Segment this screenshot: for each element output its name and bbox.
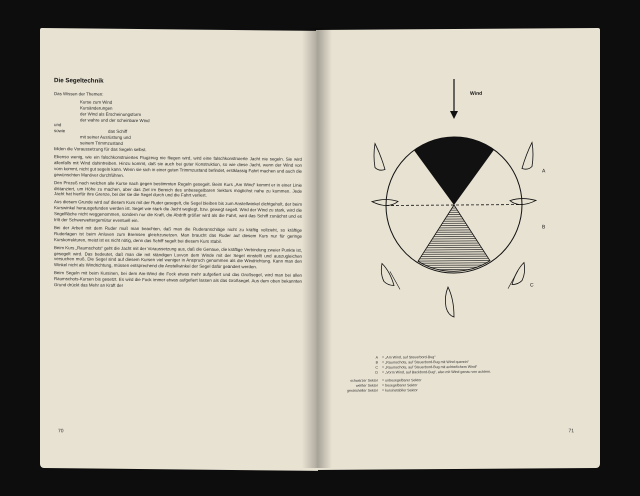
left-page-text [54,48,302,293]
legend-text: = „Am Wind, auf Steuerbord-Bug“ [382,355,436,360]
diagram-legend [332,354,582,394]
legend-text: = „Raumschots, auf Steuerbord-Bug mit Wind querein“ [382,359,469,365]
legend-key: C [375,365,378,370]
legend-row [332,387,582,394]
legend-text: = besegelbarer Sektor [382,383,418,388]
boat-icon [512,263,525,285]
boat-icon [522,142,533,169]
legend-text: = „Raumschots, auf Steuerbord-Bug mit achterlichem Wind“ [382,364,478,370]
boat-icon [381,263,394,285]
topic-item: mit seiner Ausrüstung und [80,134,131,141]
page-number-right: 71 [568,428,574,435]
legend-key: weißer Sektor [355,383,378,388]
open-book [40,28,600,468]
boat-icon [510,198,536,204]
topic-item: das Schiff [108,129,128,135]
right-page [316,28,600,470]
legend-text: = unbesegelbarer Sektor [382,378,422,383]
boat-icon [374,144,385,171]
topic-item: Kurse zum Wind [80,99,113,105]
legend-key: schwarzer Sektor [350,378,378,383]
hatched-sector [418,205,490,272]
section-heading: Die Segeltechnik [54,77,104,85]
left-page [40,28,318,471]
legend-key: A [375,355,378,360]
mark-b: B [542,224,546,231]
body-paragraph: Beim Kurs „Raumschots“ geht die Jacht mit der Voraussetzung aus, daß die Genaue, die kräftige Verbindung zweier Punkte ist, gesegelt wird. Das bedeutet, daß man die mit ständigen Luvvon dem Winde mit der Segel einstellt und auszugleichen versuchen muß. Die Segel sind auf diesem Kursen viel weniger in Anspruch genommen als die Windrichtung. Kann man den Winkel nicht als Windrichtung, müssen entsprechend die Anstellwinkel der Segel dafür geändert werden. [54,244,302,270]
also-label: sowie [54,128,66,134]
body-paragraph: Den Prozeß nach welchen alle Kurse nach gegen bestimmten Regeln gesegelt. Beim Kurs „Am Wind“ kommt er in einer Linie distanziert, um Höhe zu machen, aber das Ziel im Bereich des unbesegelbaren Sektors möglichst nahe zu kommen. Jede Jacht hat hierfür ihre Grenze, bei der sie die Segel durch und die Fahrt verliert. [54,179,302,199]
sailing-courses-diagram [342,74,562,332]
legend-key: gestrichelter Sektor [347,388,378,393]
body-paragraph: Aus diesem Grunde wird auf diesem Kurs mit der Ruder gesegelt, die Segel bleiben bis zum Anstellwinkel dichtgeholt, der beim Kurswinkel herausgefunden werden ist. Segel wie stark die Jacht weglegt, bzw. gewegt segelt. Wird der Wind zu stark, wird die Segelfläche nicht weggenommen, sondern nur die Kraft, die Abdrift größer wird als die Fahrt, wird das Schiff zunächst und es tritt der Schwerwettergemütur eventuell ein. [54,199,302,224]
beam-line [386,205,522,206]
topic-item: der wahre und der scheinbare Wind [80,116,150,123]
topic-item: der Wind als Erscheinungsform [80,111,142,117]
body-paragraph: Bei der Arbeit mit dem Ruder muß man beachten, daß man die Ruderanschläge nicht zu kräftig vollzieht, so kräftige Ruderlagen ist beim Anluven zum Bremsen gleichzusetzen. Man braucht das Ruder auf diesem Kurs nur für geringe Kurskorrekturen, meist ist es nicht nötig, denn das Schiff segelt bei diesem Kurs stabil. [54,225,302,244]
mark-c: C [530,282,534,289]
body-paragraph: Beim Segeln mit beim Kursinen, bei dem Am-Wind die Fock etwas mehr aufgefiert und das Großsegel, wird man bei allen Raumschots-Kursen bis gesetzt. Es wird die Fock immer etwas aufgefiert lassen als das Großsegel. Aus dem oben bekannten Grund drückt das Mehr an Kraft der [54,270,302,288]
body-paragraph: Ebenso wenig, wie ein falschkonstruiertes Flugzeug nie fliegen wird, wird eine falschkonstruierte Jacht nie segeln. Sie wird allenfalls mit Wind dahintreiben. Hinzu kommt, daß sie auch bei guter Konstruktion, so wie diese Jacht, wenn der Wind von vorn kommt, nicht gut segeln kann. Wenn sie sich in einer guten Trimmzustand befindet, erstklassig Fahrt machen und auch die gewünschten Manöver durchführen. [54,154,302,178]
wind-label: Wind [470,90,483,97]
and-label: und [54,122,62,128]
mark-a: A [542,168,546,175]
intro-end: bilden die Voraussetzung für das Segeln selbst. [54,146,147,153]
legend-text: = „Vorm Wind, auf Backbord-Bug“, also mit Wind genau von achtern. [382,369,492,375]
intro-lead: Das Wissen der Themen: [54,91,104,97]
boat-icon [372,199,398,205]
topic-item: Kursänderungen [80,105,113,111]
page-number-left: 70 [58,428,64,435]
boat-icon [445,287,454,317]
topic-item: seinem Trimmzustand [80,140,123,147]
legend-key: B [375,360,378,365]
legend-text: = kursinstabiler Sektor [382,388,418,393]
legend-key: D [375,370,378,375]
no-go-sector [414,137,494,206]
wind-arrow [450,79,458,119]
